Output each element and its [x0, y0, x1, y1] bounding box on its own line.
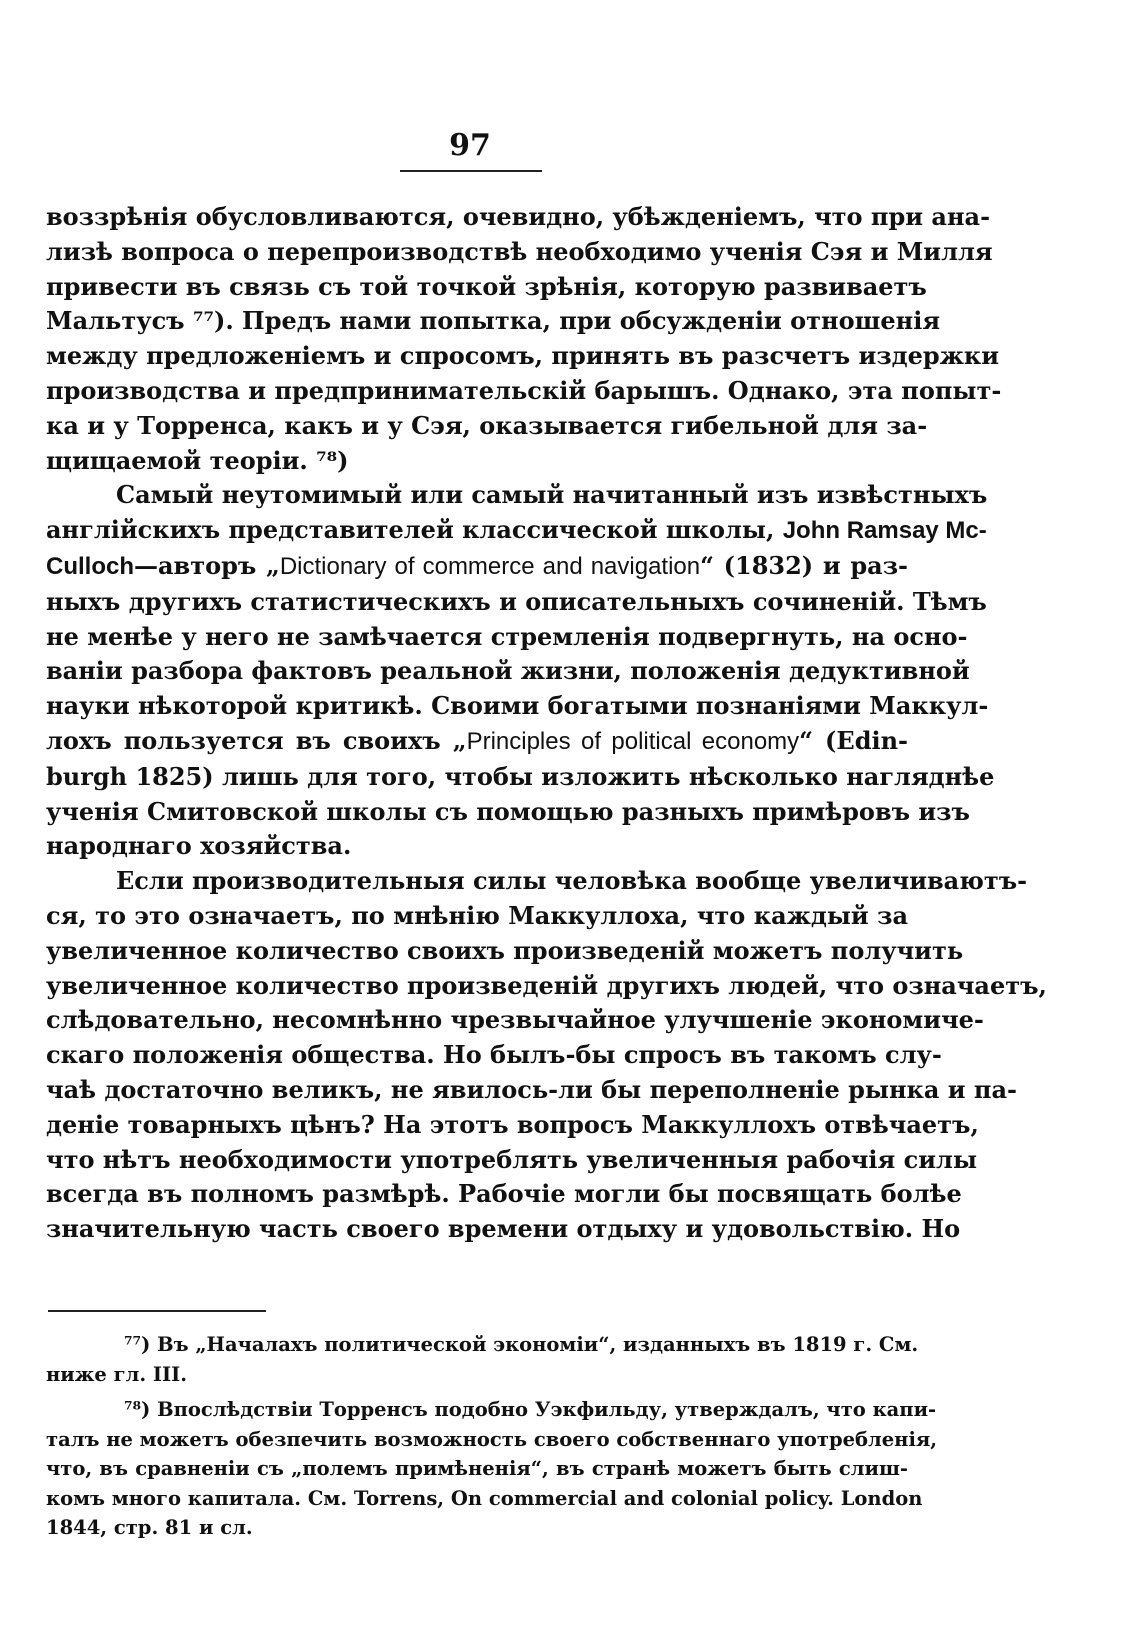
paragraph — [46, 478, 995, 864]
footnote-rule — [48, 1310, 266, 1312]
footnote-78 — [46, 1395, 938, 1543]
text-line: слѣдовательно, несомнѣнно чрезвычайное улучшеніе экономиче- — [46, 1005, 984, 1035]
page-number: 97 — [449, 128, 491, 163]
footnote-line: комъ много капитала. См. Torrens, On commercial and colonial policy. London — [46, 1486, 923, 1510]
text-line: ка и у Торренса, какъ и у Сэя, оказывается гибельной для за- — [46, 410, 928, 440]
text-line: не менѣе у него не замѣчается стремленія подвергнуть, на осно- — [46, 621, 968, 651]
text-line: ваніи разбора фактовъ реальной жизни, положенія дедуктивной — [46, 656, 970, 686]
text-line — [46, 724, 908, 760]
text-line: науки нѣкоторой критикѣ. Своими богатыми познаніями Маккул- — [46, 691, 989, 721]
text-line: Самый неутомимый или самый начитанный изъ извѣстныхъ — [116, 480, 988, 510]
text-fragment: “ (1832) и раз- — [700, 550, 908, 580]
footnote-77 — [46, 1330, 919, 1389]
text-line: увеличенное количество своихъ произведеній можетъ получить — [46, 935, 964, 965]
latin-name: Culloch — [46, 552, 134, 580]
text-line: увеличенное количество произведеній другихъ людей, что означаетъ, — [46, 970, 1047, 1000]
text-line: деніе товарныхъ цѣнъ? На этотъ вопросъ Маккуллохъ отвѣчаетъ, — [46, 1109, 979, 1139]
text-line: всегда въ полномъ размѣрѣ. Рабочіе могли бы посвящать болѣе — [46, 1179, 962, 1209]
footnote-line: ⁷⁷) Въ „Началахъ политической экономіи“, изданныхъ въ 1819 г. См. — [124, 1333, 919, 1356]
body-text — [46, 200, 1047, 1247]
text-line: между предложеніемъ и спросомъ, принять въ разсчетъ издержки — [46, 341, 1000, 371]
paragraph — [46, 200, 1002, 478]
footnotes — [46, 1330, 938, 1543]
text-line: ся, то это означаетъ, по мнѣнію Маккуллоха, что каждый за — [46, 900, 908, 930]
text-line: ученія Смитовской школы съ помощью разныхъ примѣровъ изъ — [46, 796, 970, 826]
text-fragment: лохъ пользуется въ своихъ „ — [46, 725, 467, 755]
latin-name: John Ramsay Mc- — [782, 517, 987, 545]
text-fragment: “ (Edin- — [799, 725, 908, 755]
text-fragment: —авторъ „ — [134, 550, 280, 580]
text-line: скаго положенія общества. Но былъ-бы спросъ въ такомъ слу- — [46, 1040, 942, 1070]
footnote-line: ниже гл. III. — [46, 1362, 188, 1386]
text-line: burgh 1825) лишь для того, чтобы изложить нѣсколько нагляднѣе — [46, 761, 995, 791]
footnote-line: что, въ сравненіи съ „полемъ примѣненія“, въ странѣ можетъ быть слиш- — [46, 1457, 908, 1480]
footnote-line: ⁷⁸) Впослѣдствіи Торренсъ подобно Уэкфильду, утверждалъ, что капи- — [124, 1398, 937, 1421]
text-line: Если производительныя силы человѣка вообще увеличиваютъ- — [116, 866, 1028, 896]
text-line: ныхъ другихъ статистическихъ и описательныхъ сочиненій. Тѣмъ — [46, 586, 987, 616]
text-line: чаѣ достаточно великъ, не явилось-ли бы переполненіе рынка и па- — [46, 1074, 1017, 1104]
text-line — [46, 513, 987, 549]
book-title: Principles of political economy — [466, 727, 800, 755]
text-line: значительную часть своего времени отдыху и удовольствію. Но — [46, 1214, 961, 1244]
footnote-line: 1844, стр. 81 и сл. — [46, 1516, 253, 1539]
text-line — [46, 549, 908, 585]
footnote-line: талъ не можетъ обезпечить возможность своего собственнаго употребленія, — [46, 1427, 938, 1451]
text-line: что нѣтъ необходимости употреблять увеличенныя рабочія силы — [46, 1144, 978, 1174]
text-line: Мальтусъ ⁷⁷). Предъ нами попытка, при обсужденіи отношенія — [46, 306, 941, 336]
text-line: привести въ связь съ той точкой зрѣнія, которую развиваетъ — [46, 271, 927, 301]
text-fragment: англійскихъ представителей классической школы, — [46, 515, 775, 545]
paragraph — [46, 864, 1047, 1247]
page-number-rule — [400, 170, 542, 172]
text-line: народнаго хозяйства. — [46, 831, 352, 861]
book-title: Dictionary of commerce and navigation — [279, 552, 701, 580]
text-line: производства и предпринимательскій барышъ. Однако, эта попыт- — [46, 375, 1002, 405]
text-line: лизѣ вопроса о перепроизводствѣ необходимо ученія Сэя и Милля — [46, 236, 993, 266]
text-line: воззрѣнія обусловливаются, очевидно, убѣжденіемъ, что при ана- — [46, 202, 991, 231]
text-line: щищаемой теоріи. ⁷⁸) — [46, 445, 349, 475]
